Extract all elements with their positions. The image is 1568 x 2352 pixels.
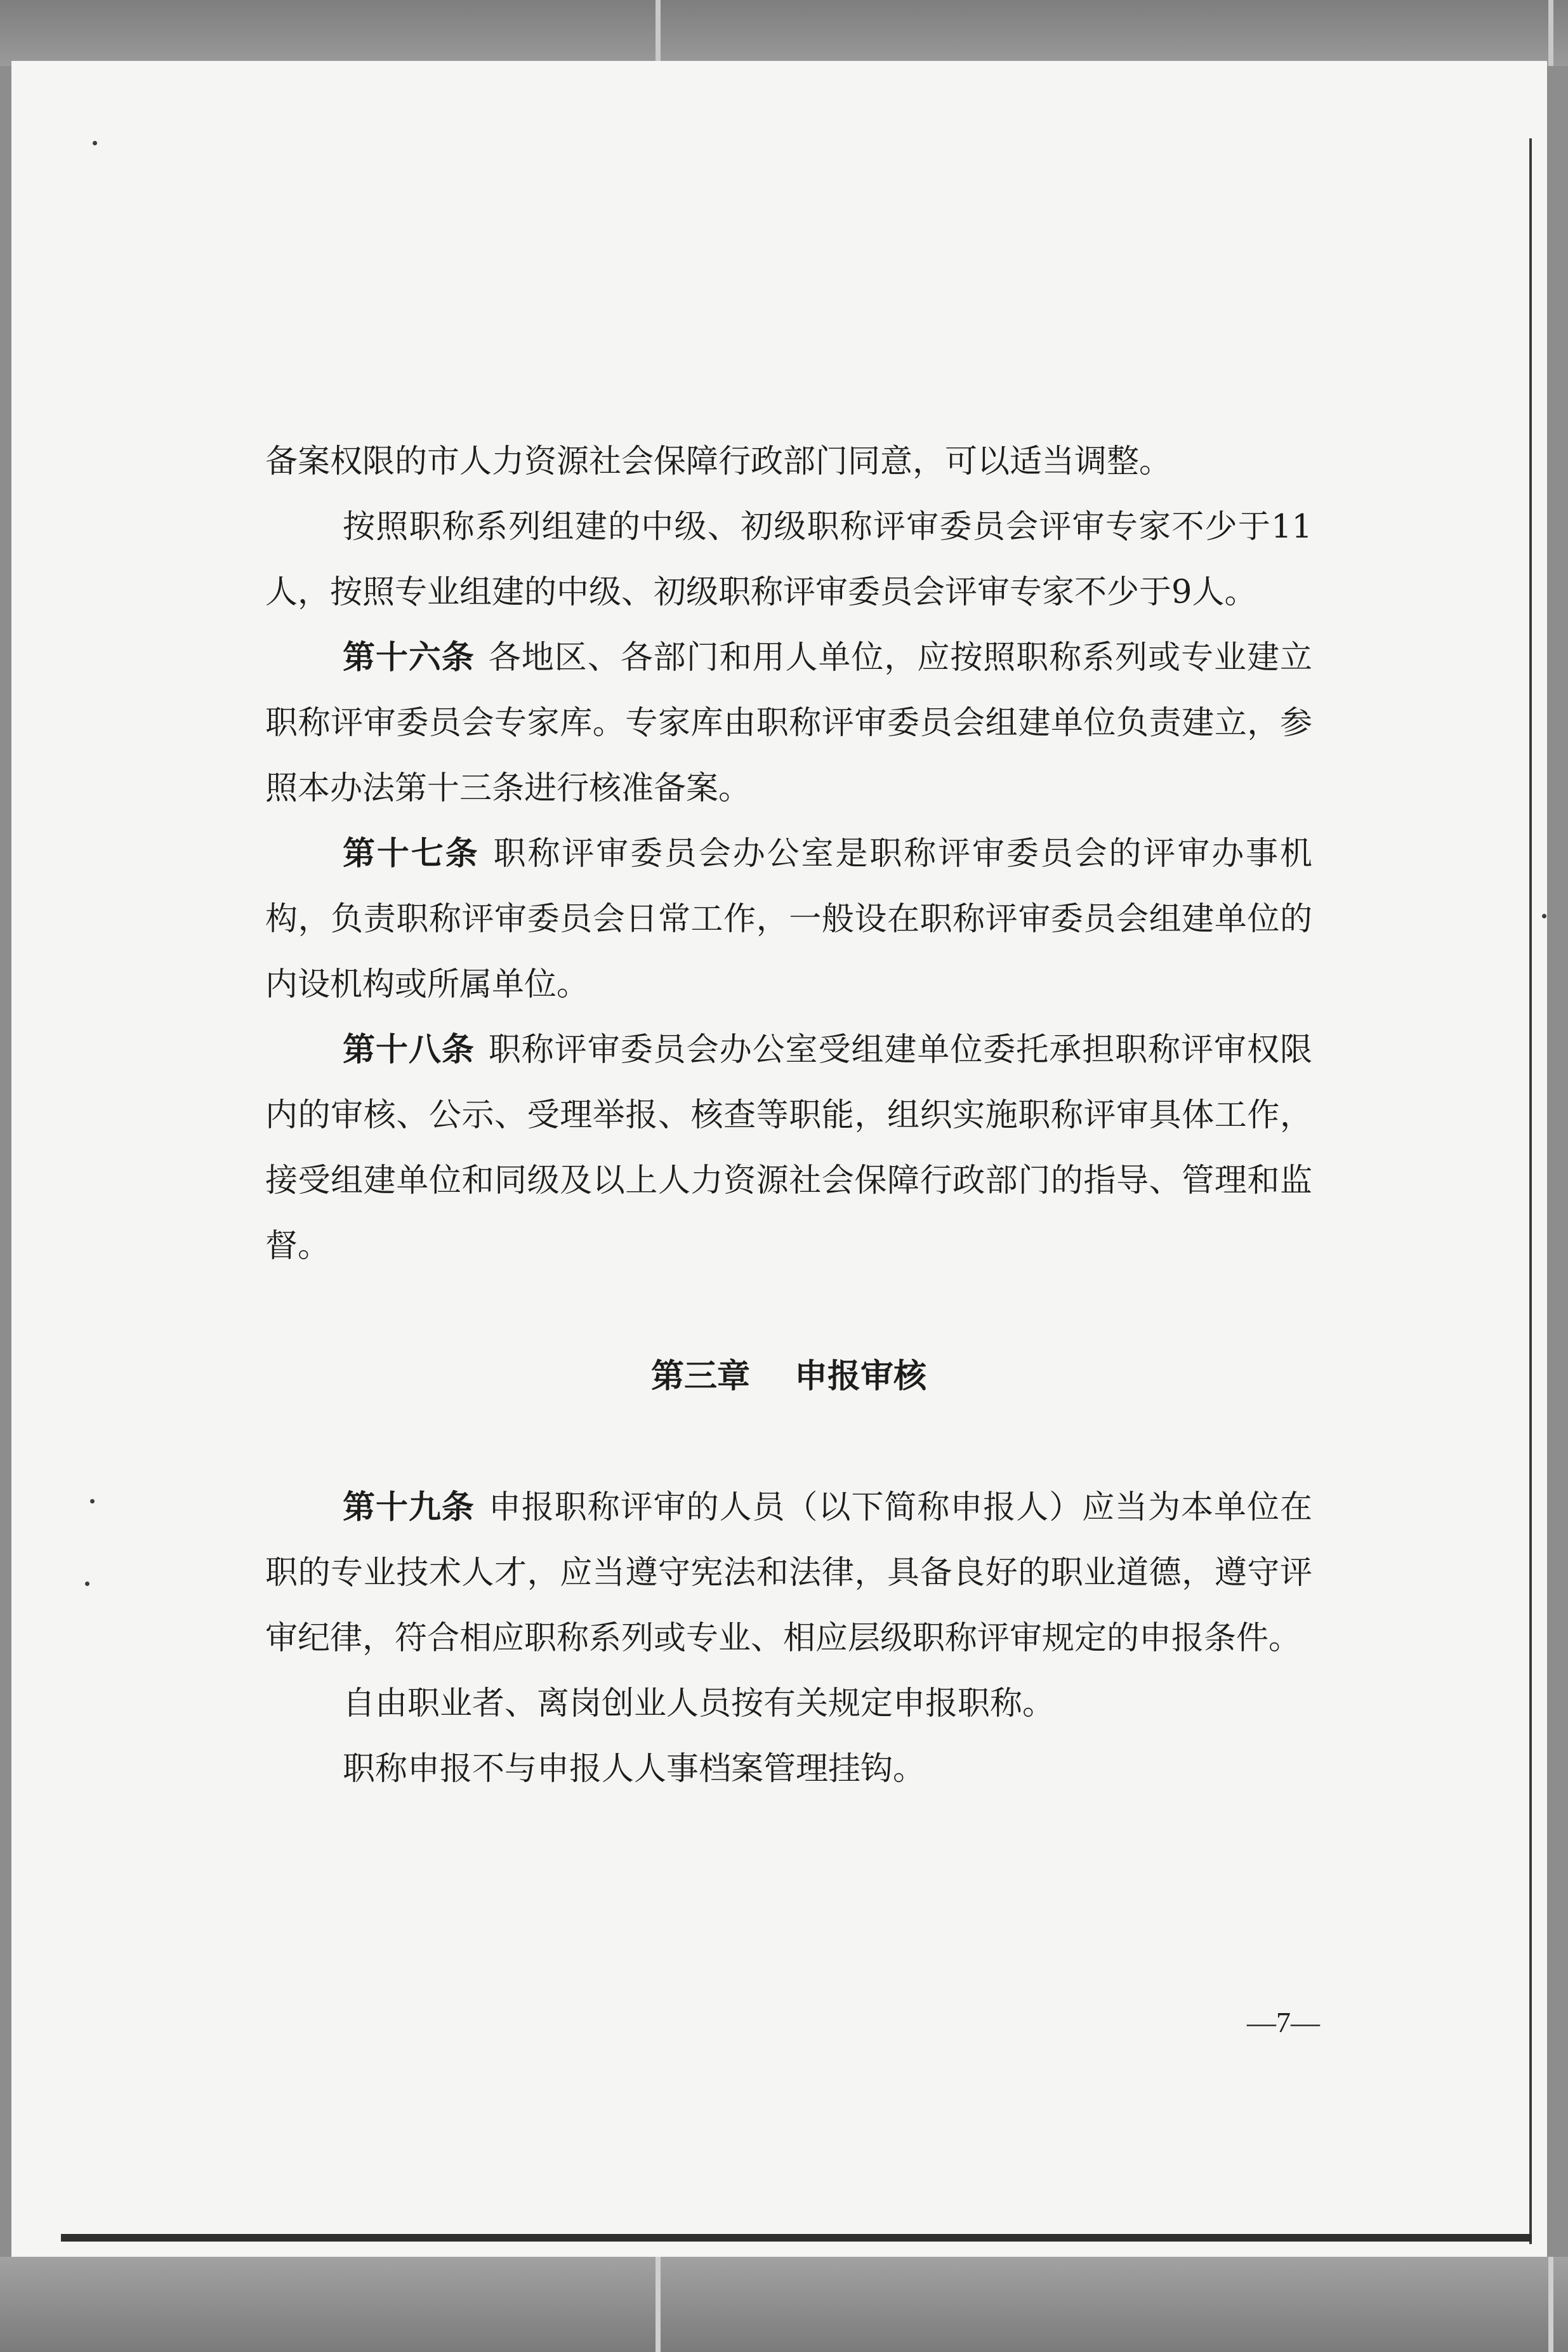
scan-speck: [85, 1582, 89, 1586]
scanner-gap: [656, 0, 661, 66]
scanner-bottom-band: [0, 2257, 1568, 2352]
article-paragraph: [265, 1017, 1312, 1279]
scan-border-bottom: [61, 2234, 1532, 2242]
paragraph: [265, 1736, 1312, 1802]
scan-speck: [1542, 914, 1546, 918]
chapter-title: 申报审核: [794, 1358, 927, 1396]
article-paragraph: [265, 821, 1312, 1017]
paragraph-text: 职称评审委员会办公室是职称评审委员会的评审办事机构，负责职称评审委员会日常工作，一般设在职称评审委员会组建单位的内设机构或所属单位。: [265, 835, 1312, 1003]
paragraph-text: 按照职称系列组建的中级、初级职称评审委员会评审专家不少于11人，按照专业组建的中级、初级职称评审委员会评审专家不少于9人。: [265, 508, 1312, 611]
paragraph: [265, 1671, 1312, 1736]
scanner-gap: [1548, 0, 1553, 66]
scan-speck: [90, 1499, 95, 1503]
paragraph: [265, 494, 1312, 625]
paragraph-text: 职称评审委员会办公室受组建单位委托承担职称评审权限内的审核、公示、受理举报、核查等职能，组织实施职称评审具体工作，接受组建单位和同级及以上人力资源社会保障行政部门的指导、管理和监督。: [265, 1031, 1312, 1265]
paragraph: [265, 429, 1312, 494]
document-body: [265, 429, 1312, 1802]
scanner-gap: [1548, 2257, 1553, 2352]
article-heading: 第十七条: [343, 835, 480, 873]
chapter-number: 第三章: [650, 1358, 750, 1396]
paragraph-text: 备案权限的市人力资源社会保障行政部门同意，可以适当调整。: [265, 443, 1172, 480]
article-heading: 第十九条: [343, 1489, 475, 1526]
scanner-top-band: [0, 0, 1568, 66]
page-number: —7—: [1247, 2006, 1320, 2038]
paragraph-text: 自由职业者、离岗创业人员按有关规定申报职称。: [343, 1685, 1055, 1722]
article-paragraph: [265, 625, 1312, 821]
paragraph-text: 职称申报不与申报人人事档案管理挂钩。: [343, 1750, 926, 1788]
scan-speck: [93, 141, 97, 145]
article-heading: 第十六条: [343, 639, 475, 677]
article-paragraph: [265, 1475, 1312, 1671]
paragraph-text: 各地区、各部门和用人单位，应按照职称系列或专业建立职称评审委员会专家库。专家库由职称评审委员会组建单位负责建立，参照本办法第十三条进行核准备案。: [265, 639, 1312, 807]
paragraph-text: 申报职称评审的人员（以下简称申报人）应当为本单位在职的专业技术人才，应当遵守宪法和法律，具备良好的职业道德，遵守评审纪律，符合相应职称系列或专业、相应层级职称评审规定的申报条件。: [265, 1489, 1312, 1657]
scanner-gap: [656, 2257, 661, 2352]
chapter-heading: [265, 1279, 1312, 1475]
article-heading: 第十八条: [343, 1031, 475, 1069]
